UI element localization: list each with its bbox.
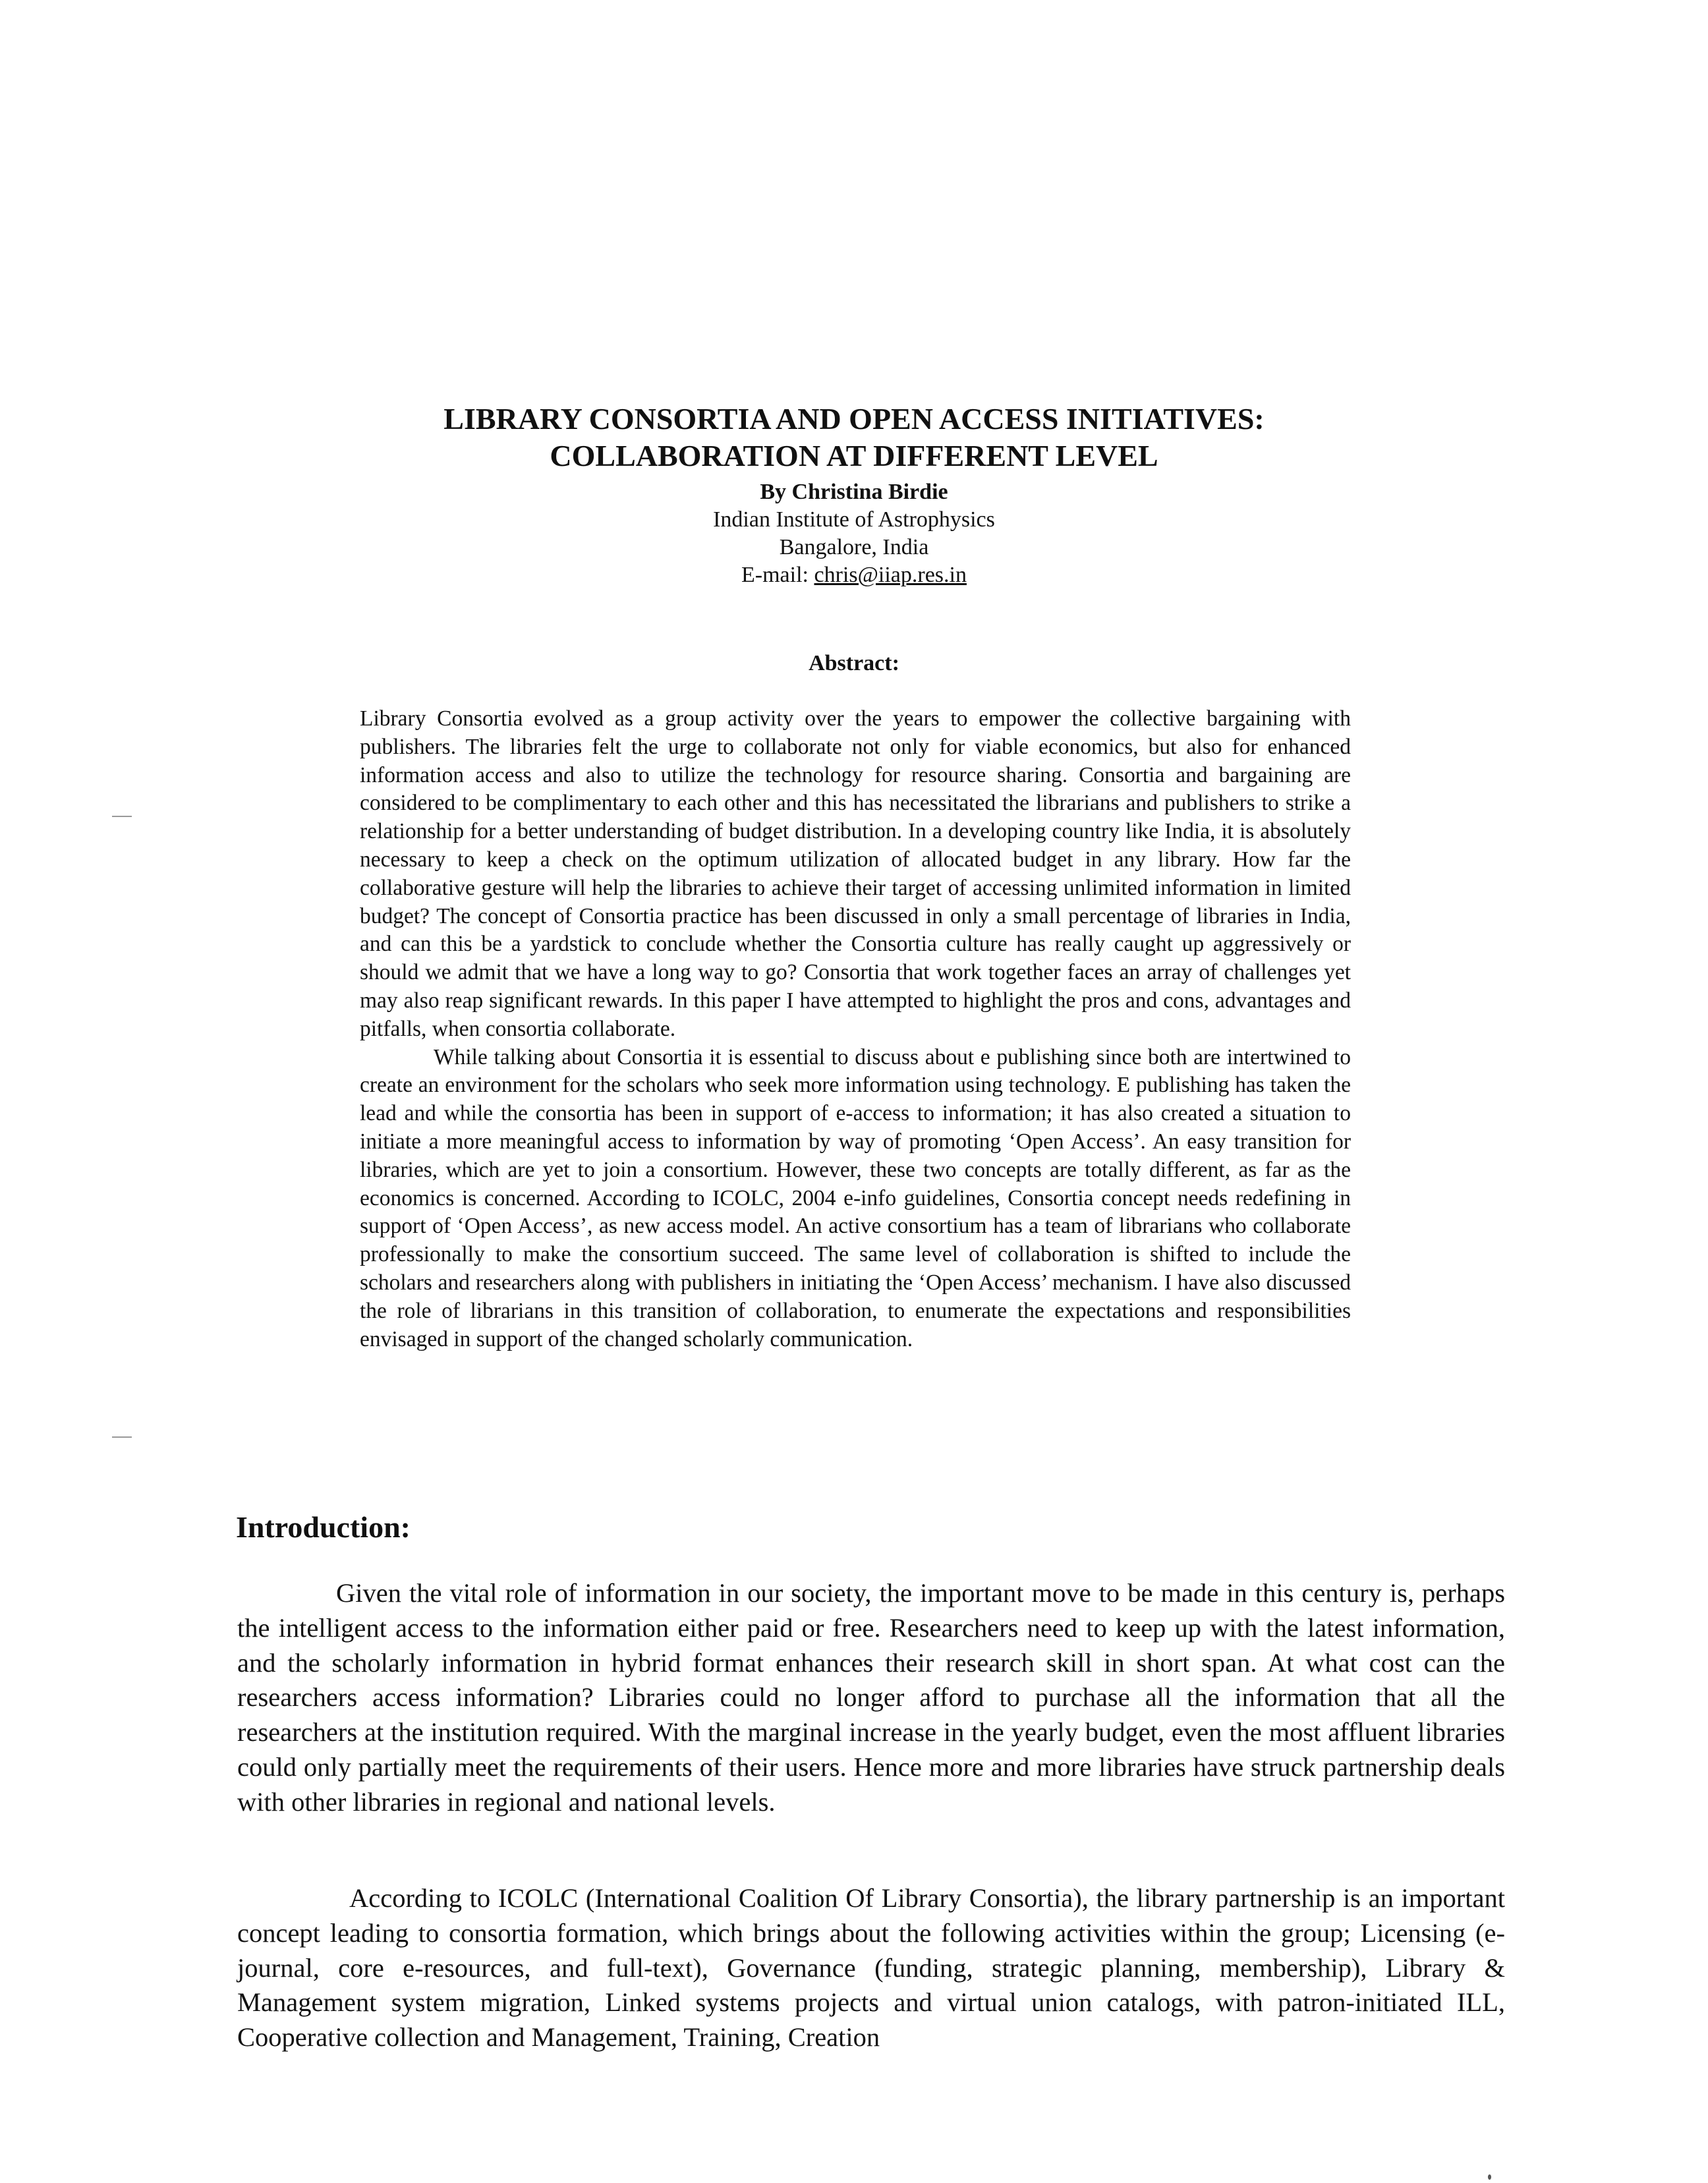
author-affiliation: Indian Institute of Astrophysics	[713, 507, 995, 532]
paper-title-line-2: COLLABORATION AT DIFFERENT LEVEL	[550, 439, 1158, 472]
body-paragraph: Given the vital role of information in our society, the important move to be made in this century is, perhaps the intelligent access to the information either paid or free. Researchers need to keep up with the latest information, and the scholarly information in hybrid format enhances their research skill in short span. At what cost can the researchers access information? Libraries could no longer afford to purchase all the information that all the researchers at the institution required. With the marginal increase in the yearly budget, even the most affluent libraries could only partially meet the requirements of their users. Hence more and more libraries have struck partnership deals with other libraries in regional and national levels.	[237, 1578, 1505, 1817]
email-link[interactable]: chris@iiap.res.in	[814, 563, 967, 587]
scan-speck	[1488, 2174, 1491, 2180]
author-name: By Christina Birdie	[760, 480, 948, 504]
introduction-heading: Introduction:	[236, 1510, 411, 1544]
abstract-heading: Abstract:	[809, 651, 899, 675]
author-location: Bangalore, India	[779, 535, 929, 559]
introduction-paragraph-2	[237, 1881, 1505, 2055]
introduction-paragraph-1	[237, 1576, 1505, 1820]
author-email-line	[0, 561, 1708, 589]
abstract-paragraph: Library Consortia evolved as a group activity over the years to empower the collective bargaining with publishers. The libraries felt the urge to collaborate not only for viable economics, but also for enhanced information access and also to utilize the technology for resource sharing. Consortia and bargaining are considered to be complimentary to each other and this has necessitated the librarians and publishers to strike a relationship for a better understanding of budget distribution. In a developing country like India, it is absolutely necessary to keep a check on the optimum utilization of allocated budget in any library. How far the collaborative gesture will help the libraries to achieve their target of accessing unlimited information in limited budget? The concept of Consortia practice has been discussed in only a small percentage of libraries in India, and can this be a yardstick to conclude whether the Consortia culture has really caught up aggressively or should we admit that we have a long way to go? Consortia that work together faces an array of challenges yet may also reap significant rewards. In this paper I have attempted to highlight the pros and cons, advantages and pitfalls, when consortia collaborate.	[360, 706, 1351, 1041]
paper-title-line-1: LIBRARY CONSORTIA AND OPEN ACCESS INITIATIVES:	[443, 402, 1265, 436]
abstract-paragraph: While talking about Consortia it is essential to discuss about e publishing since both are intertwined to create an environment for the scholars who seek more information using technology. E publishing has taken the lead and while the consortia has been in support of e-access to information; it has also created a situation to initiate a more meaningful access to information by way of promoting ‘Open Access’. An easy transition for libraries, which are yet to join a consortium. However, these two concepts are totally different, as far as the economics is concerned. According to ICOLC, 2004 e-info guidelines, Consortia concept needs redefining in support of ‘Open Access’, as new access model. An active consortium has a team of librarians who collaborate professionally to make the consortium succeed. The same level of collaboration is shifted to include the scholars and researchers along with publishers in initiating the ‘Open Access’ mechanism. I have also discussed the role of librarians in this transition of collaboration, to enumerate the expectations and responsibilities envisaged in support of the changed scholarly communication.	[360, 1044, 1351, 1351]
email-label: E-mail:	[741, 563, 814, 587]
body-paragraph: According to ICOLC (International Coalition Of Library Consortia), the library partnership is an important concept leading to consortia formation, which brings about the following activities within the group; Licensing (e-journal, core e-resources, and full-text), Governance (funding, strategic planning, membership), Library & Management system migration, Linked systems projects and virtual union catalogs, with patron-initiated ILL, Cooperative collection and Management, Training, Creation	[237, 1883, 1505, 2053]
scan-speck	[112, 816, 132, 817]
abstract-body	[360, 705, 1351, 1353]
scan-speck	[112, 1436, 132, 1438]
